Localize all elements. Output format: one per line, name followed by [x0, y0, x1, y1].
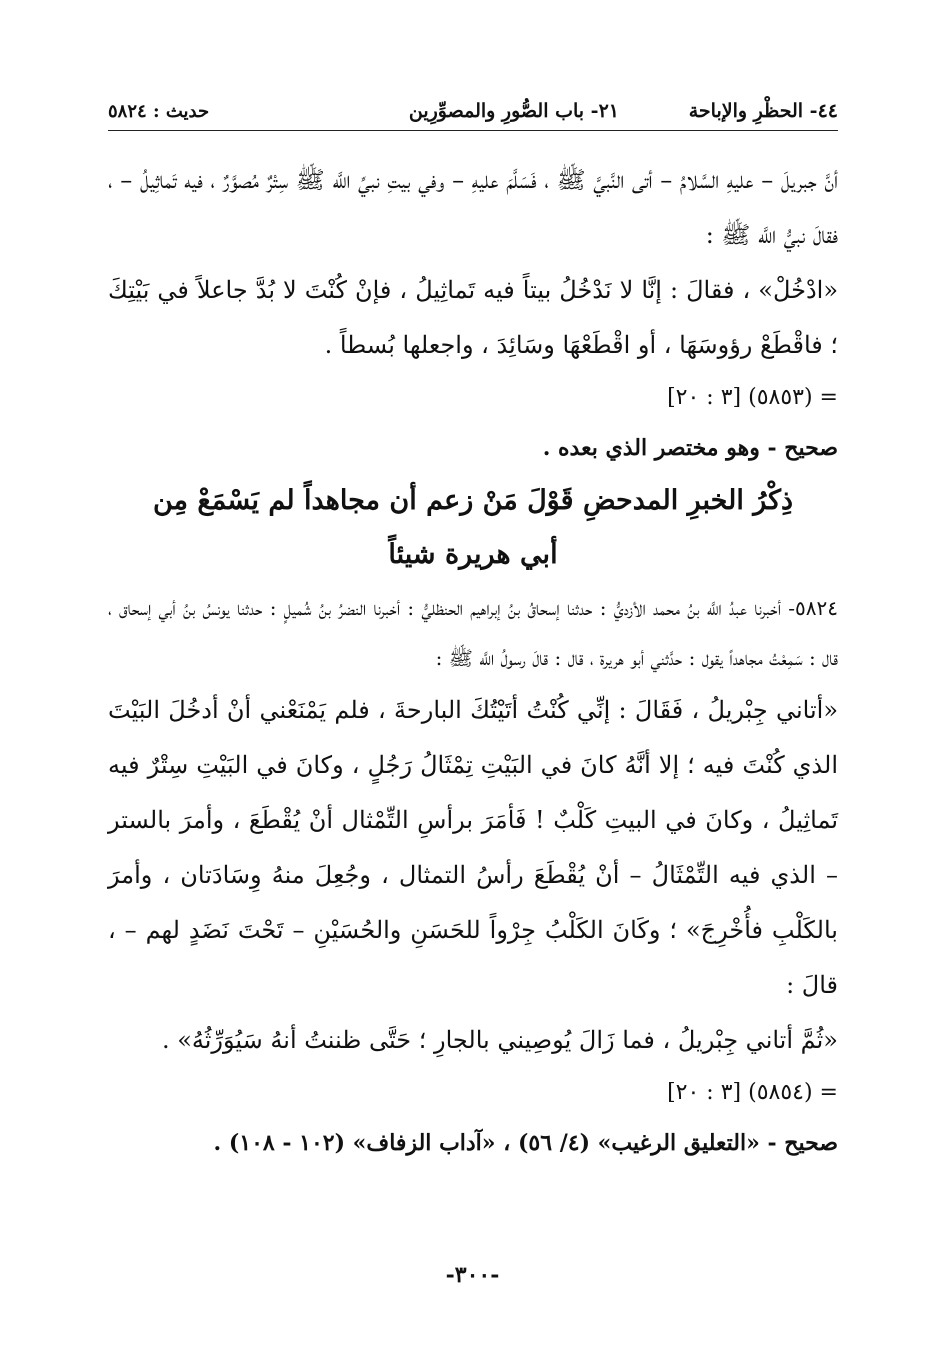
section-title: ٢١- باب الصُّورِ والمصوِّرِين — [408, 100, 619, 122]
grading-2: صحيح - «التعليق الرغيب» (٤/ ٥٦) ، «آداب الزفاف» (١٠٢ - ١٠٨) . — [213, 1130, 838, 1156]
running-header — [108, 100, 838, 131]
isnad-paragraph: ٥٨٢٤- أخبرنا عبدُ اللَّه بنُ محمد الأزديُّ : حدثنا إسحاقُ بنُ إبراهيم الحنظليُّ : أخبرنا النضرُ بنُ شُميلٍ : حدثنا يونسُ بنُ أبي إسحاق ، قال : سَمِعْتُ مجاهداً يقول : حدَّثني أبو هريرة ، قال : قالَ رسولُ اللَّه ﷺ : — [108, 596, 838, 670]
paragraph-2: «ادْخُلْ» ، فقالَ : إنَّا لا نَدْخُلُ بيتاً فيه تَماثِيلُ ، فإنْ كُنْتَ لا بُدَّ جاعلاً في بَيْتِكَ ؛ فاقْطَعْ رؤوسَهَا ، أو اقْطَعْهَا وسَائِدَ ، واجعلها بُسطاً . — [108, 276, 838, 359]
matn-paragraph-2: «ثُمَّ أتاني جِبْريلُ ، فما زَالَ يُوصِيني بالجارِ ؛ حَتَّى ظننتُ أنهُ سَيُوَرِّثُهُ» . — [161, 1026, 838, 1054]
section-heading-line-1: ذِكْرُ الخبرِ المدحضِ قَوْلَ مَنْ زعم أن مجاهداً لم يَسْمَعْ مِن — [152, 485, 793, 516]
hadith-number: حديث : ٥٨٢٤ — [108, 101, 210, 122]
reference-1: = (٥٨٥٣) [٣ : ٢٠] — [667, 385, 838, 410]
chapter-title: ٤٤- الحظْرِ والإباحة — [688, 100, 838, 122]
document-page — [108, 100, 838, 1168]
grading-1: صحيح - وهو مختصر الذي بعده . — [542, 435, 838, 461]
page-number-text: -٣٠٠- — [445, 1262, 500, 1288]
reference-2: = (٥٨٥٤) [٣ : ٢٠] — [667, 1080, 838, 1105]
section-heading-line-2: أبي هريرة شيئاً — [388, 539, 558, 570]
page-number — [0, 1262, 945, 1288]
matn-paragraph: «أتاني جِبْريلُ ، فَقَالَ : إنِّي كُنْتُ أتَيْتُكَ البارحةَ ، فلم يَمْنَعْني أنْ أدخُلَ البَيْتَ الذي كُنْتَ فيه ؛ إلا أنَّهُ كانَ في البَيْتِ تِمْثَالُ رَجُلٍ ، وكانَ في البَيْتِ سِتْرٌ فيه تَماثِيلُ ، وكانَ في البيتِ كَلْبٌ ! فَأمَرَ برأسِ التِّمْثال أنْ يُقْطَعَ ، وأمرَ بالستر – الذي فيه التِّمْثَالُ – أنْ يُقْطَعَ رأسُ التمثال ، وجُعِلَ منهُ وِسَادَتان ، وأمرَ بالكَلْبِ فأُخْرِجَ» ؛ وكَانَ الكَلْبُ جِرْواً للحَسَنِ والحُسَيْنِ – تَحْتَ نَضَدٍ لهم – ، قالَ : — [108, 696, 838, 999]
paragraph-1: أنَّ جبريلَ – عليهِ السَّلامُ – أتى النَّبيَّ ﷺ ، فَسَلَّمَ عليهِ – وفي بيتِ نبيِّ اللَّه ﷺ سِتْرٌ مُصوَّرٌ ، فيه تَماثِيلُ – ، فقالَ نبيُّ اللَّه ﷺ : — [108, 166, 838, 249]
page-body — [108, 153, 838, 1168]
